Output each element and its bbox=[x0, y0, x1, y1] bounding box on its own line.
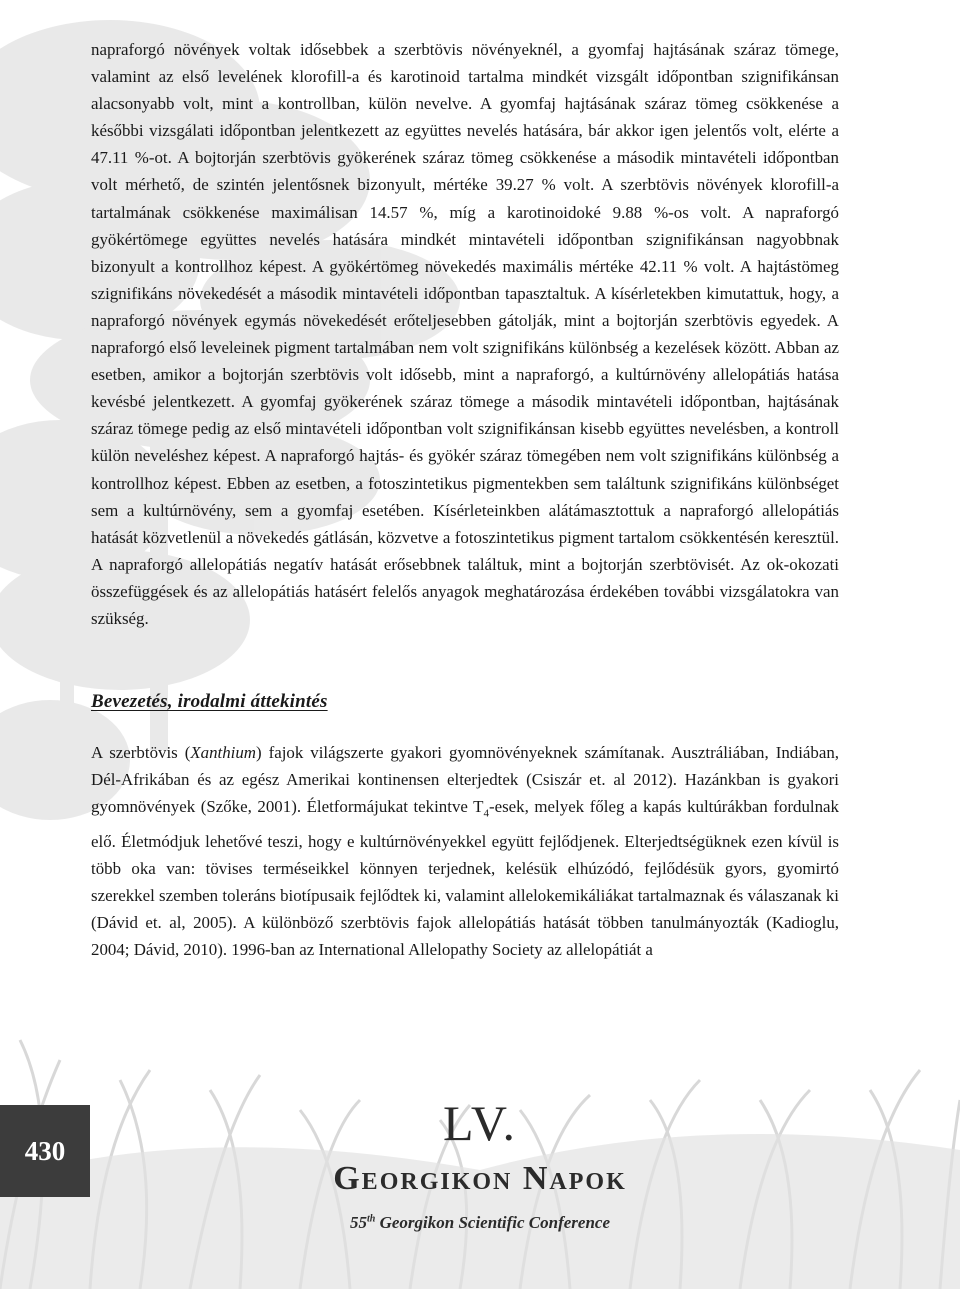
conference-logo bbox=[300, 1095, 660, 1233]
page-content bbox=[91, 36, 839, 963]
intro-text-3: -esek, melyek főleg a kapás kultúrákban fordulnak elő. Életmódjuk lehetővé teszi, hogy e kultúrnövényekkel együtt fejlődjenek. Elterjedtségüknek ezen kívül is több oka van: tövises terméseikkel könnyen terjednek, kelésük elhúzódó, fejlődésük gyors, gyomirtó szerekkel szemben toleráns biotípusaik fejlődtek ki, valamint allelokemikáliákat tartalmaznak és válaszanak ki (Dávid et. al, 2005). A különböző szerbtövis fajok allelopátiás hatását többen tanulmányozták (Kadioglu, 2004; Dávid, 2010). 1996-ban az International Allelopathy Society az allelopátiát a bbox=[91, 797, 839, 960]
life-form-subscript: 4 bbox=[483, 807, 489, 820]
conference-title: Georgikon Napok bbox=[333, 1160, 627, 1197]
conference-edition: LV. bbox=[442, 1095, 518, 1151]
subtitle-text: Georgikon Scientific Conference bbox=[375, 1213, 610, 1232]
page-number-box bbox=[0, 1105, 90, 1197]
genus-name: Xanthium bbox=[190, 743, 257, 763]
ordinal-suffix: th bbox=[366, 1213, 376, 1225]
intro-text-2: ) fajok világszerte gyakori gyomnövényeknek számítanak. Ausztráliában, Indiában, Dél-Afrikában és az egész Amerikai kontinensen elterjedtek (Csiszár et. al 2012). Hazánkban is gyakori gyomnövények (Szőke, 2001). Életformájukat tekintve T bbox=[91, 743, 840, 817]
paragraph-summary: napraforgó növények voltak idősebbek a szerbtövis növényeknél, a gyomfaj hajtásának száraz tömege, valamint az első levelének klorofill-a és karotinoid tartalma mindkét vizsgált időpontban szignifikánsan alacsonyabb volt, mint a kontrollban, külön nevelve. A gyomfaj hajtásának száraz tömeg csökkenése a későbbi vizsgálati időpontban jelentkezett az együttes nevelés hatására, bár akkor igen jelentős volt, elérte a 47.11 %-ot. A bojtorján szerbtövis gyökerének száraz tömeg csökkenése a második mintavételi időpontban volt mérhető, de szintén jelentősnek bizonyult, mértéke 39.27 % volt. A szerbtövis növények klorofill-a tartalmának csökkenése maximálisan 14.57 %, míg a karotinoidoké 9.88 %-os volt. A napraforgó gyökértömege együttes nevelés hatására mindkét mintavételi időpontban szignifikánsan nagyobbnak bizonyult a kontrollhoz képest. A gyökértömeg növekedés maximális mértéke 42.11 % volt. A hajtástömeg szignifikáns növekedését a második mintavételi időpontban tapasztaltuk. A kísérletekben kimutattuk, hogy, a napraforgó növények egymás növekedését erőteljesebben gátolják, mint a bojtorján szerbtövis egyedek. A napraforgó első leveleinek pigment tartalmában nem volt szignifikáns különbség a kezelések között. Abban az esetben, amikor a bojtorján szerbtövis volt idősebb, mint a napraforgó, a kultúrnövény allelopátiás hatása kevésbé jelentkezett. A gyomfaj gyökerének száraz tömege a második mintavételi időpontban, hajtásának száraz tömege pedig az első mintavételi időpontban volt szignifikánsan kisebb együttes nevelésben, a kontroll külön neveléshez képest. A napraforgó hajtás- és gyökér száraz tömegében nem volt szignifikáns különbség a kontrollhoz képest. Ebben az esetben, a fotoszintetikus pigmentekben sem találtunk szignifikáns különbséget sem a kultúrnövény, sem a gyomfaj esetében. Kísérleteinkben alátámasztottuk a napraforgó allelopátiás hatását közvetlenül a növekedés gátlásán, közvetve a fotoszintetikus pigment tartalom csökkentésén keresztül. A napraforgó allelopátiás negatív hatását erősebbnek találtuk, mint a bojtorján szerbtövisét. Az ok-okozati összefüggések és az allelopátiás hatásért felelős anyagok meghatározása érdekében további vizsgálatokra van szükség. bbox=[91, 40, 839, 628]
paragraph-intro bbox=[91, 739, 839, 963]
intro-text-1: A szerbtövis ( bbox=[91, 743, 191, 763]
section-heading: Bevezetés, irodalmi áttekintés bbox=[91, 691, 328, 713]
page-number: 430 bbox=[24, 1135, 66, 1166]
conference-subtitle bbox=[300, 1213, 660, 1233]
edition-number: 55 bbox=[349, 1213, 367, 1232]
